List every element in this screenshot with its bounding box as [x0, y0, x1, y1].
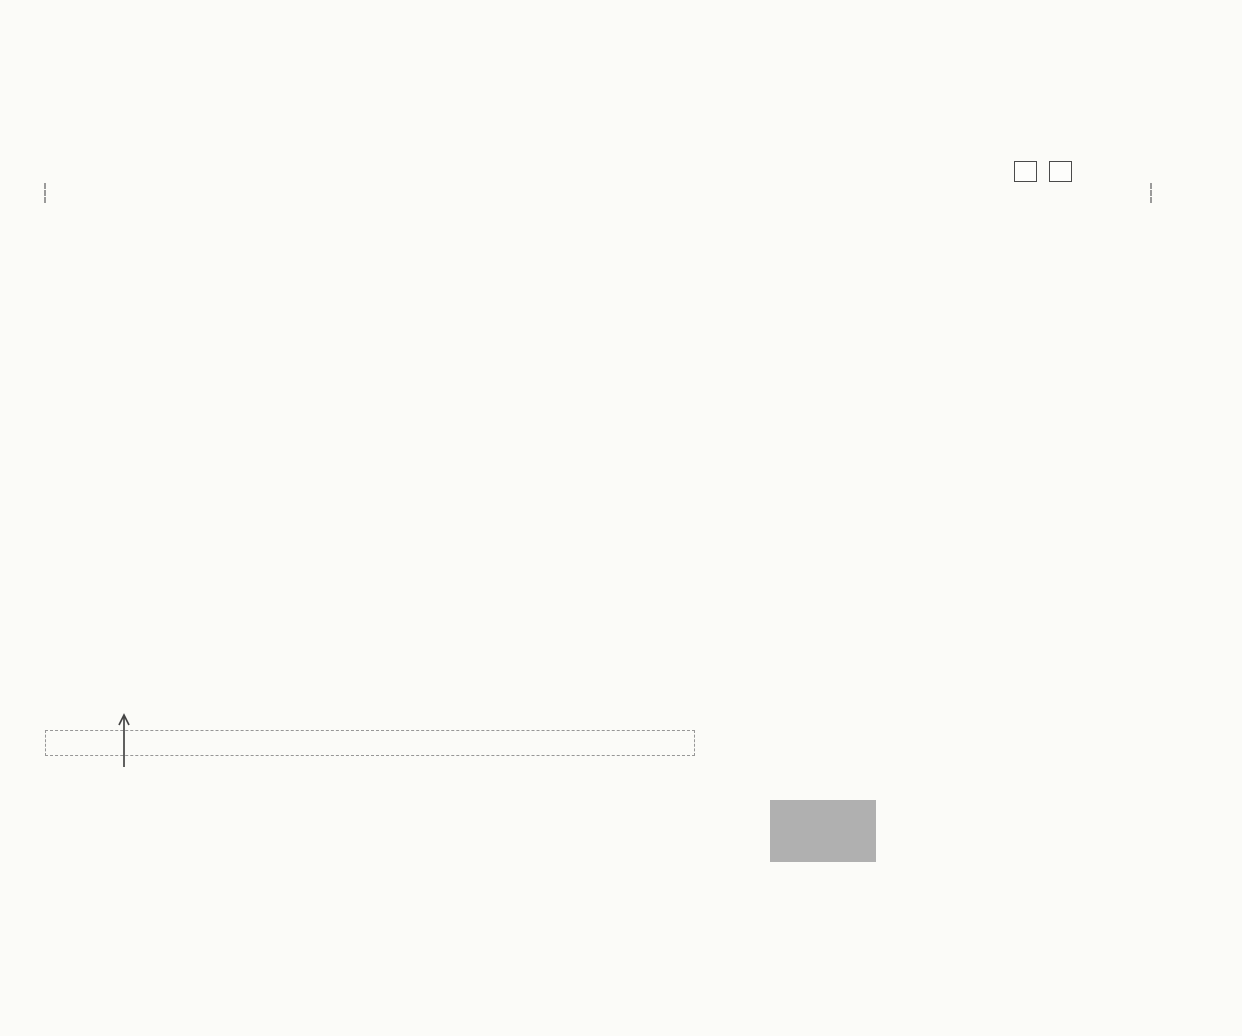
left-cross-symbol-box — [462, 822, 554, 843]
grid-top-right-dash — [1150, 183, 1152, 203]
grid-top-left-dash — [44, 183, 46, 203]
right-cross-symbol-box — [212, 822, 304, 843]
knitting-chart-grid — [45, 203, 1153, 711]
knit-stitch-symbol — [1049, 161, 1072, 182]
empty-square-symbol — [1014, 161, 1037, 182]
sleeve-scale-box — [45, 730, 695, 756]
pattern-repeat-swatch — [770, 800, 876, 862]
knit-stitch-legend — [1014, 161, 1078, 182]
center-arrow-icon — [117, 712, 131, 770]
